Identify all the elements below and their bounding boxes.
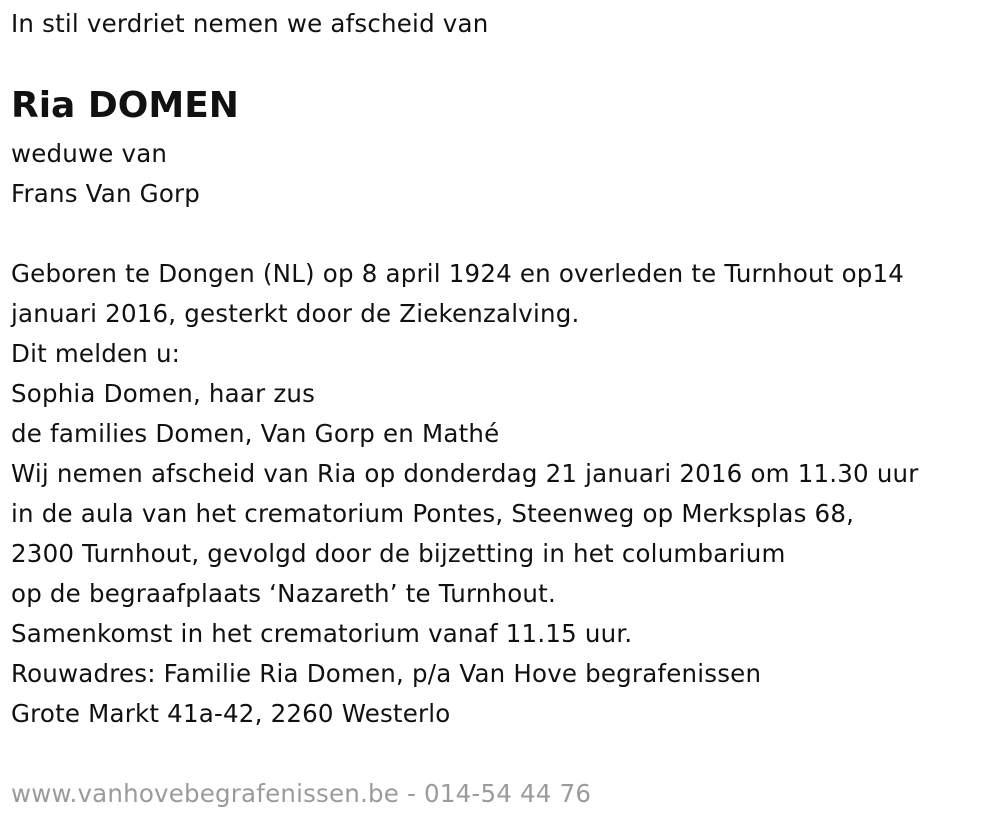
obituary-notice [11, 0, 991, 830]
intro-text: In stil verdriet nemen we afscheid van [11, 9, 489, 38]
body-line-announcement: Dit melden u: [11, 339, 181, 368]
deceased-name: Ria DOMEN [11, 85, 239, 126]
body-line-address: Grote Markt 41a-42, 2260 Westerlo [11, 699, 451, 728]
body-line-location: in de aula van het crematorium Pontes, Steenweg op Merksplas 68, [11, 499, 855, 528]
footer-contact: www.vanhovebegrafenissen.be - 014-54 44 76 [11, 779, 592, 808]
body-line-mourning-address: Rouwadres: Familie Ria Domen, p/a Van Hove begrafenissen [11, 659, 762, 688]
spouse-name: Frans Van Gorp [11, 179, 201, 208]
body-line-gathering: Samenkomst in het crematorium vanaf 11.15 uur. [11, 619, 633, 648]
body-line-city: 2300 Turnhout, gevolgd door de bijzetting in het columbarium [11, 539, 786, 568]
body-line-cemetery: op de begraafplaats ‘Nazareth’ te Turnhout. [11, 579, 556, 608]
body-line-farewell-date: Wij nemen afscheid van Ria op donderdag 21 januari 2016 om 11.30 uur [11, 459, 919, 488]
body-line-families: de families Domen, Van Gorp en Mathé [11, 419, 500, 448]
relation-label: weduwe van [11, 139, 168, 168]
body-line-birth-death: Geboren te Dongen (NL) op 8 april 1924 en overleden te Turnhout op14 [11, 259, 905, 288]
body-line-sister: Sophia Domen, haar zus [11, 379, 316, 408]
body-line-date-sacrament: januari 2016, gesterkt door de Ziekenzalving. [11, 299, 580, 328]
